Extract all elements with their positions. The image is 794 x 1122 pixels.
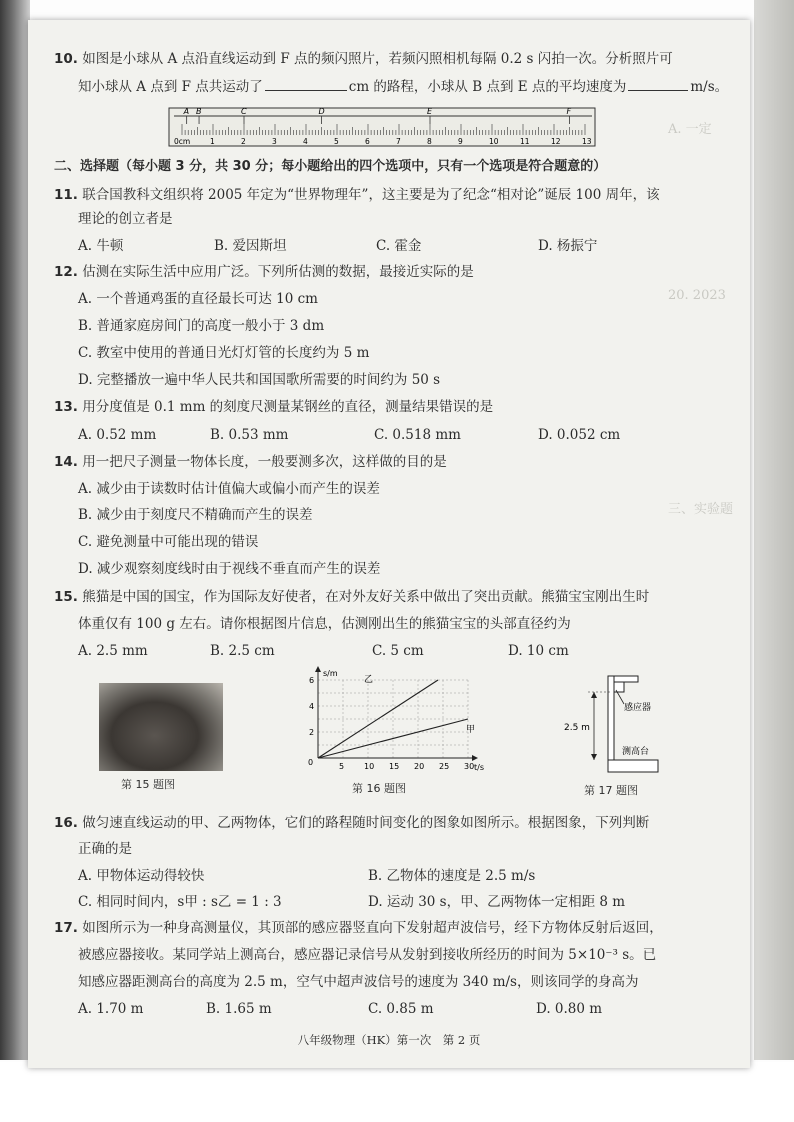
sensor-icon	[614, 682, 624, 692]
bleed-through: A. 一定	[668, 122, 712, 137]
option-b[interactable]: B. 普通家庭房间门的高度一般小于 3 dm	[78, 318, 325, 334]
option-c[interactable]: C. 相同时间内，s甲 : s乙 = 1 : 3	[78, 894, 282, 910]
option-a[interactable]: A. 甲物体运动得较快	[78, 868, 205, 884]
x-tick-label: 15	[389, 762, 400, 771]
y-tick-label: 2	[309, 728, 315, 737]
ball-position-label: E	[427, 107, 433, 116]
figure-caption: 第 17 题图	[584, 784, 638, 797]
q17-line3: 知感应器距测高台的高度为 2.5 m，空气中超声波信号的速度为 340 m/s，则该同学的身高为	[78, 974, 639, 990]
x-axis-label: t/s	[474, 763, 484, 772]
x-tick-label: 20	[414, 762, 425, 771]
page-footer: 八年级物理（HK）第一次 第 2 页	[297, 1033, 481, 1047]
ball-position-label: F	[566, 107, 572, 116]
x-tick-label: 30	[464, 762, 475, 771]
section-title: 二、选择题（每小题 3 分，共 30 分；每小题给出的四个选项中，只有一个选项是符合题意的）	[54, 159, 607, 174]
ruler-number: 5	[334, 137, 339, 146]
q11-line1: 11. 联合国教科文组织将 2005 年定为“世界物理年”，这主要是为了纪念“相对论”诞辰 100 周年，该	[54, 187, 660, 203]
y-axis-label: s/m	[323, 669, 338, 678]
origin-label: 0	[308, 758, 314, 767]
option-d[interactable]: D. 0.80 m	[536, 1001, 603, 1017]
ruler-number: 12	[551, 137, 561, 146]
panda-photo	[99, 683, 223, 771]
option-d[interactable]: D. 减少观察刻度线时由于视线不垂直而产生的误差	[78, 561, 381, 577]
option-c[interactable]: C. 霍金	[376, 238, 422, 254]
bleed-through: 20. 2023	[668, 288, 726, 303]
ball-position-label: A	[183, 107, 190, 116]
ball-position-label: C	[241, 107, 247, 116]
ruler-number: 9	[458, 137, 463, 146]
q15-line1: 15. 熊猫是中国的国宝，作为国际友好使者，在对外友好关系中做出了突出贡献。熊猫宝宝刚出生时	[54, 589, 650, 605]
q14-line1: 14. 用一把尺子测量一物体长度，一般要测多次，这样做的目的是	[54, 454, 447, 470]
ruler-number: 1	[210, 137, 215, 146]
ruler-number: 4	[303, 137, 308, 146]
option-a[interactable]: A. 减少由于读数时估计值偏大或偏小而产生的误差	[78, 481, 380, 497]
x-tick-label: 25	[439, 762, 450, 771]
question-number: 10.	[54, 51, 78, 67]
option-a[interactable]: A. 1.70 m	[78, 1001, 144, 1017]
option-b[interactable]: B. 2.5 cm	[210, 643, 275, 659]
ruler-number: 13	[582, 137, 592, 146]
option-c[interactable]: C. 教室中使用的普通日光灯灯管的长度约为 5 m	[78, 345, 370, 361]
option-a[interactable]: A. 2.5 mm	[78, 643, 148, 659]
figure-caption: 第 15 题图	[121, 778, 175, 791]
ruler-number: 8	[427, 137, 432, 146]
x-tick-label: 10	[364, 762, 375, 771]
q16-line1: 16. 做匀速直线运动的甲、乙两物体，它们的路程随时间变化的图象如图所示。根据图象，下列判断	[54, 815, 650, 831]
photo-background-left	[0, 0, 30, 1060]
exam-page	[28, 20, 750, 1068]
option-b[interactable]: B. 1.65 m	[206, 1001, 272, 1017]
height-meter-figure	[554, 674, 674, 778]
platform-label: 测高台	[622, 747, 650, 757]
ruler-number: 7	[396, 137, 401, 146]
option-a[interactable]: A. 一个普通鸡蛋的直径最长可达 10 cm	[78, 291, 318, 307]
option-b[interactable]: B. 乙物体的速度是 2.5 m/s	[368, 868, 536, 884]
ruler-figure	[168, 102, 598, 150]
option-a[interactable]: A. 0.52 mm	[78, 427, 157, 443]
x-tick-label: 5	[339, 762, 345, 771]
option-c[interactable]: C. 0.85 m	[368, 1001, 434, 1017]
option-d[interactable]: D. 完整播放一遍中华人民共和国国歌所需要的时间约为 50 s	[78, 372, 441, 388]
option-b[interactable]: B. 0.53 mm	[210, 427, 289, 443]
ruler-number: 6	[365, 137, 370, 146]
option-c[interactable]: C. 5 cm	[372, 643, 424, 659]
photo-background-right	[754, 0, 794, 1060]
series-label-yi: 乙	[364, 675, 374, 685]
ruler-number: 0cm	[174, 137, 191, 146]
ruler-number: 2	[241, 137, 246, 146]
distance-time-graph	[290, 666, 490, 776]
q13-line1: 13. 用分度值是 0.1 mm 的刻度尺测量某钢丝的直径，测量结果错误的是	[54, 399, 494, 415]
option-d[interactable]: D. 0.052 cm	[538, 427, 621, 443]
sensor-label: 感应器	[624, 703, 652, 713]
ball-position-label: B	[196, 107, 202, 116]
ball-position-label: D	[318, 107, 325, 116]
option-d[interactable]: D. 杨振宁	[538, 238, 598, 254]
option-d[interactable]: D. 运动 30 s，甲、乙两物体一定相距 8 m	[368, 894, 626, 910]
q11-line2: 理论的创立者是	[78, 211, 173, 227]
figure-caption: 第 16 题图	[352, 782, 406, 795]
height-label: 2.5 m	[564, 723, 590, 733]
y-tick-label: 4	[309, 702, 315, 711]
option-b[interactable]: B. 减少由于刻度尺不精确而产生的误差	[78, 507, 313, 523]
q10-line1: 10. 如图是小球从 A 点沿直线运动到 F 点的频闪照片，若频闪照相机每隔 0.2 s 闪拍一次。分析照片可	[54, 51, 673, 67]
answer-blank[interactable]	[628, 90, 688, 91]
ruler-number: 10	[489, 137, 499, 146]
series-label-jia: 甲	[466, 725, 476, 735]
option-a[interactable]: A. 牛顿	[78, 238, 124, 254]
answer-blank[interactable]	[265, 90, 347, 91]
ruler-number: 11	[520, 137, 530, 146]
ruler-number: 3	[272, 137, 277, 146]
y-tick-label: 6	[309, 676, 315, 685]
option-b[interactable]: B. 爱因斯坦	[214, 238, 287, 254]
platform-icon	[608, 760, 658, 772]
photo-background-bottom	[0, 1062, 794, 1122]
option-c[interactable]: C. 避免测量中可能出现的错误	[78, 534, 259, 550]
q16-line2: 正确的是	[78, 841, 132, 857]
q17-line1: 17. 如图所示为一种身高测量仪，其顶部的感应器竖直向下发射超声波信号，经下方物体反射后返回，	[54, 920, 663, 936]
bleed-through: 三、实验题	[668, 502, 734, 517]
q15-line2: 体重仅有 100 g 左右。请你根据图片信息，估测刚出生的熊猫宝宝的头部直径约为	[78, 616, 571, 632]
option-d[interactable]: D. 10 cm	[508, 643, 569, 659]
q17-line2: 被感应器接收。某同学站上测高台，感应器记录信号从发射到接收所经历的时间为 5×10⁻³ s。已	[78, 947, 657, 963]
q10-line2: 知小球从 A 点到 F 点共运动了 cm 的路程，小球从 B 点到 E 点的平均速度为 m/s。	[78, 79, 729, 95]
option-c[interactable]: C. 0.518 mm	[374, 427, 461, 443]
q12-line1: 12. 估测在实际生活中应用广泛。下列所估测的数据，最接近实际的是	[54, 264, 474, 280]
